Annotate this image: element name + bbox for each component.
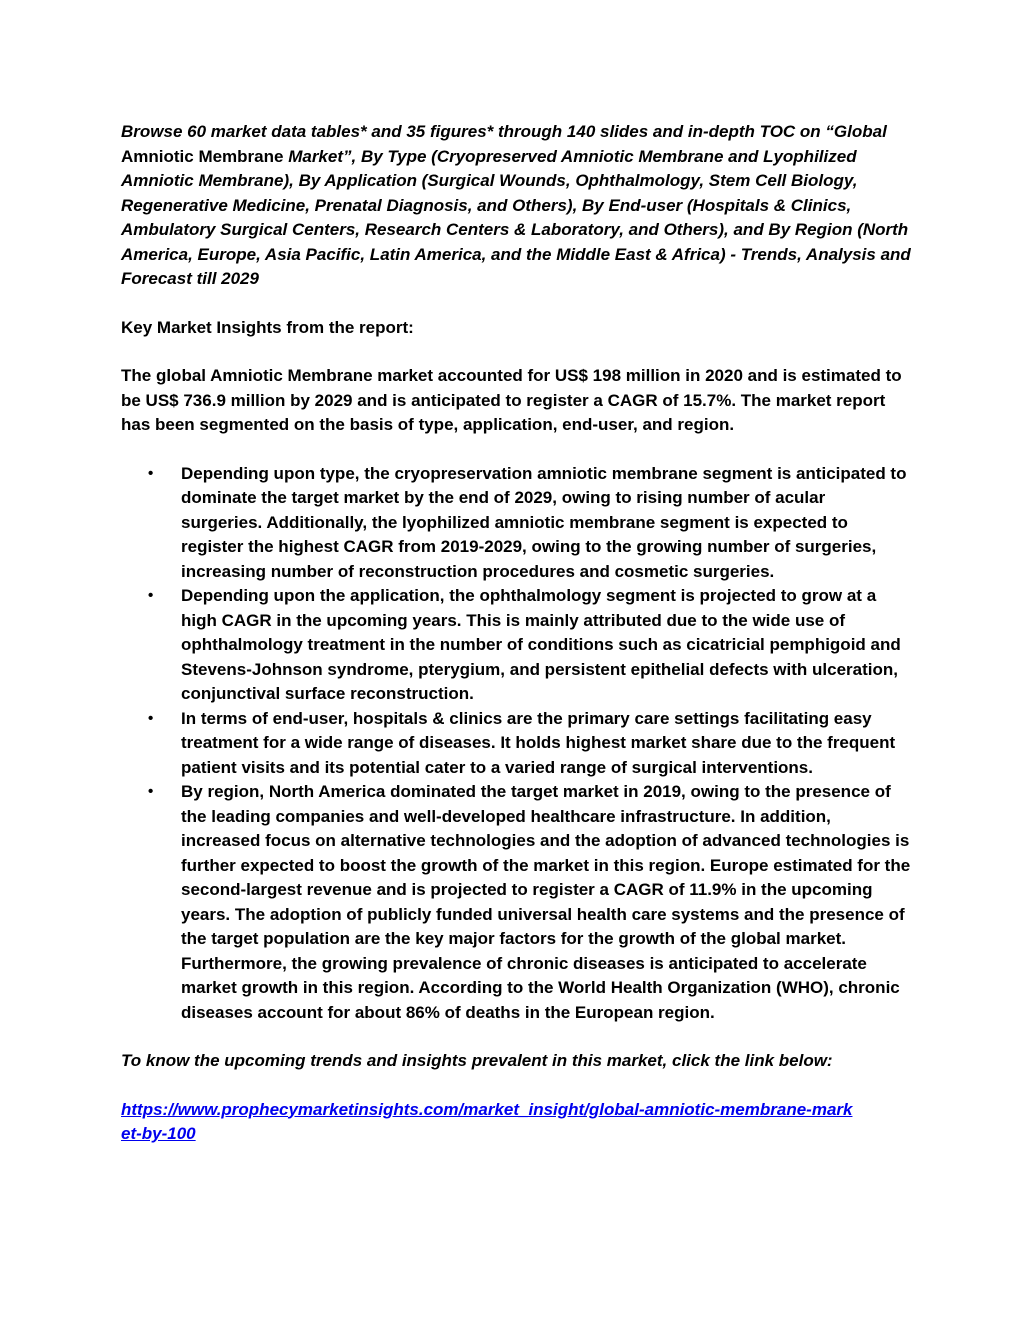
list-item [121,707,911,781]
list-item [121,780,911,1025]
list-item [121,462,911,585]
call-to-action: To know the upcoming trends and insights prevalent in this market, click the link below: [121,1051,833,1070]
insights-list [121,462,911,1026]
bullet-icon: • [148,709,154,727]
bullet-icon: • [148,587,154,604]
intro-part-2: Amniotic Membrane [121,146,289,166]
intro-part-3: Market”, By Type (Cryopreserved Amniotic Membrane and Lyophilized Amniotic Membrane), By Application (Surgical Wounds, Ophthalmology, Stem Cell Biology, Regenerative Medicine, Prenatal Diagnosis, and Others), By End-user (Hospitals & Clinics, Ambulatory Surgical Centers, Research Centers & Laboratory, and Others), and By Region (North America, Europe, Asia Pacific, Latin America, and the Middle East & Africa) - Trends, Analysis and Forecast till 2029 [121,146,911,288]
list-item-text: Depending upon type, the cryopreservation amniotic membrane segment is anticipated to dominate the target market by the end of 2029, owing to rising number of acular surgeries. Additionally, the lyophilized amniotic membrane segment is expected to register the highest CAGR from 2019-2029, owing to the growing number of surgeries, increasing number of reconstruction procedures and cosmetic surgeries. [181,463,907,581]
report-link[interactable]: https://www.prophecymarketinsights.com/market_insight/global-amniotic-membrane-market-by-100 [121,1099,853,1143]
list-item [121,584,911,707]
insights-heading: Key Market Insights from the report: [121,317,414,337]
list-item-text: Depending upon the application, the ophthalmology segment is projected to grow at a high CAGR in the upcoming years. This is mainly attributed due to the wide use of ophthalmology treatment in the number of conditions such as cicatricial pemphigoid and Stevens-Johnson syndrome, pterygium, and persistent epithelial defects with ulceration, conjunctival surface reconstruction. [181,586,901,703]
intro-part-1: Browse 60 market data tables* and 35 figures* through 140 slides and in-depth TOC on “Global [121,122,887,141]
bullet-icon: • [148,783,154,800]
report-intro [121,120,911,292]
bullet-icon: • [148,464,154,482]
document-page [121,120,911,1147]
list-item-text: In terms of end-user, hospitals & clinics are the primary care settings facilitating easy treatment for a wide range of diseases. It holds highest market share due to the frequent patient visits and its potential cater to a varied range of surgical interventions. [181,708,896,777]
market-summary: The global Amniotic Membrane market accounted for US$ 198 million in 2020 and is estimated to be US$ 736.9 million by 2029 and is anticipated to register a CAGR of 15.7%. The market report has been segmented on the basis of type, application, end-user, and region. [121,366,902,434]
list-item-text: By region, North America dominated the target market in 2019, owing to the presence of the leading companies and well-developed healthcare infrastructure. In addition, increased focus on alternative technologies and the adoption of advanced technologies is further expected to boost the growth of the market in this region. Europe estimated for the second-largest revenue and is projected to register a CAGR of 11.9% in the upcoming years. The adoption of publicly funded universal health care systems and the presence of the target population are the key major factors for the growth of the global market. Furthermore, the growing prevalence of chronic diseases is anticipated to accelerate market growth in this region. According to the World Health Organization (WHO), chronic diseases account for about 86% of deaths in the European region. [181,782,911,1022]
